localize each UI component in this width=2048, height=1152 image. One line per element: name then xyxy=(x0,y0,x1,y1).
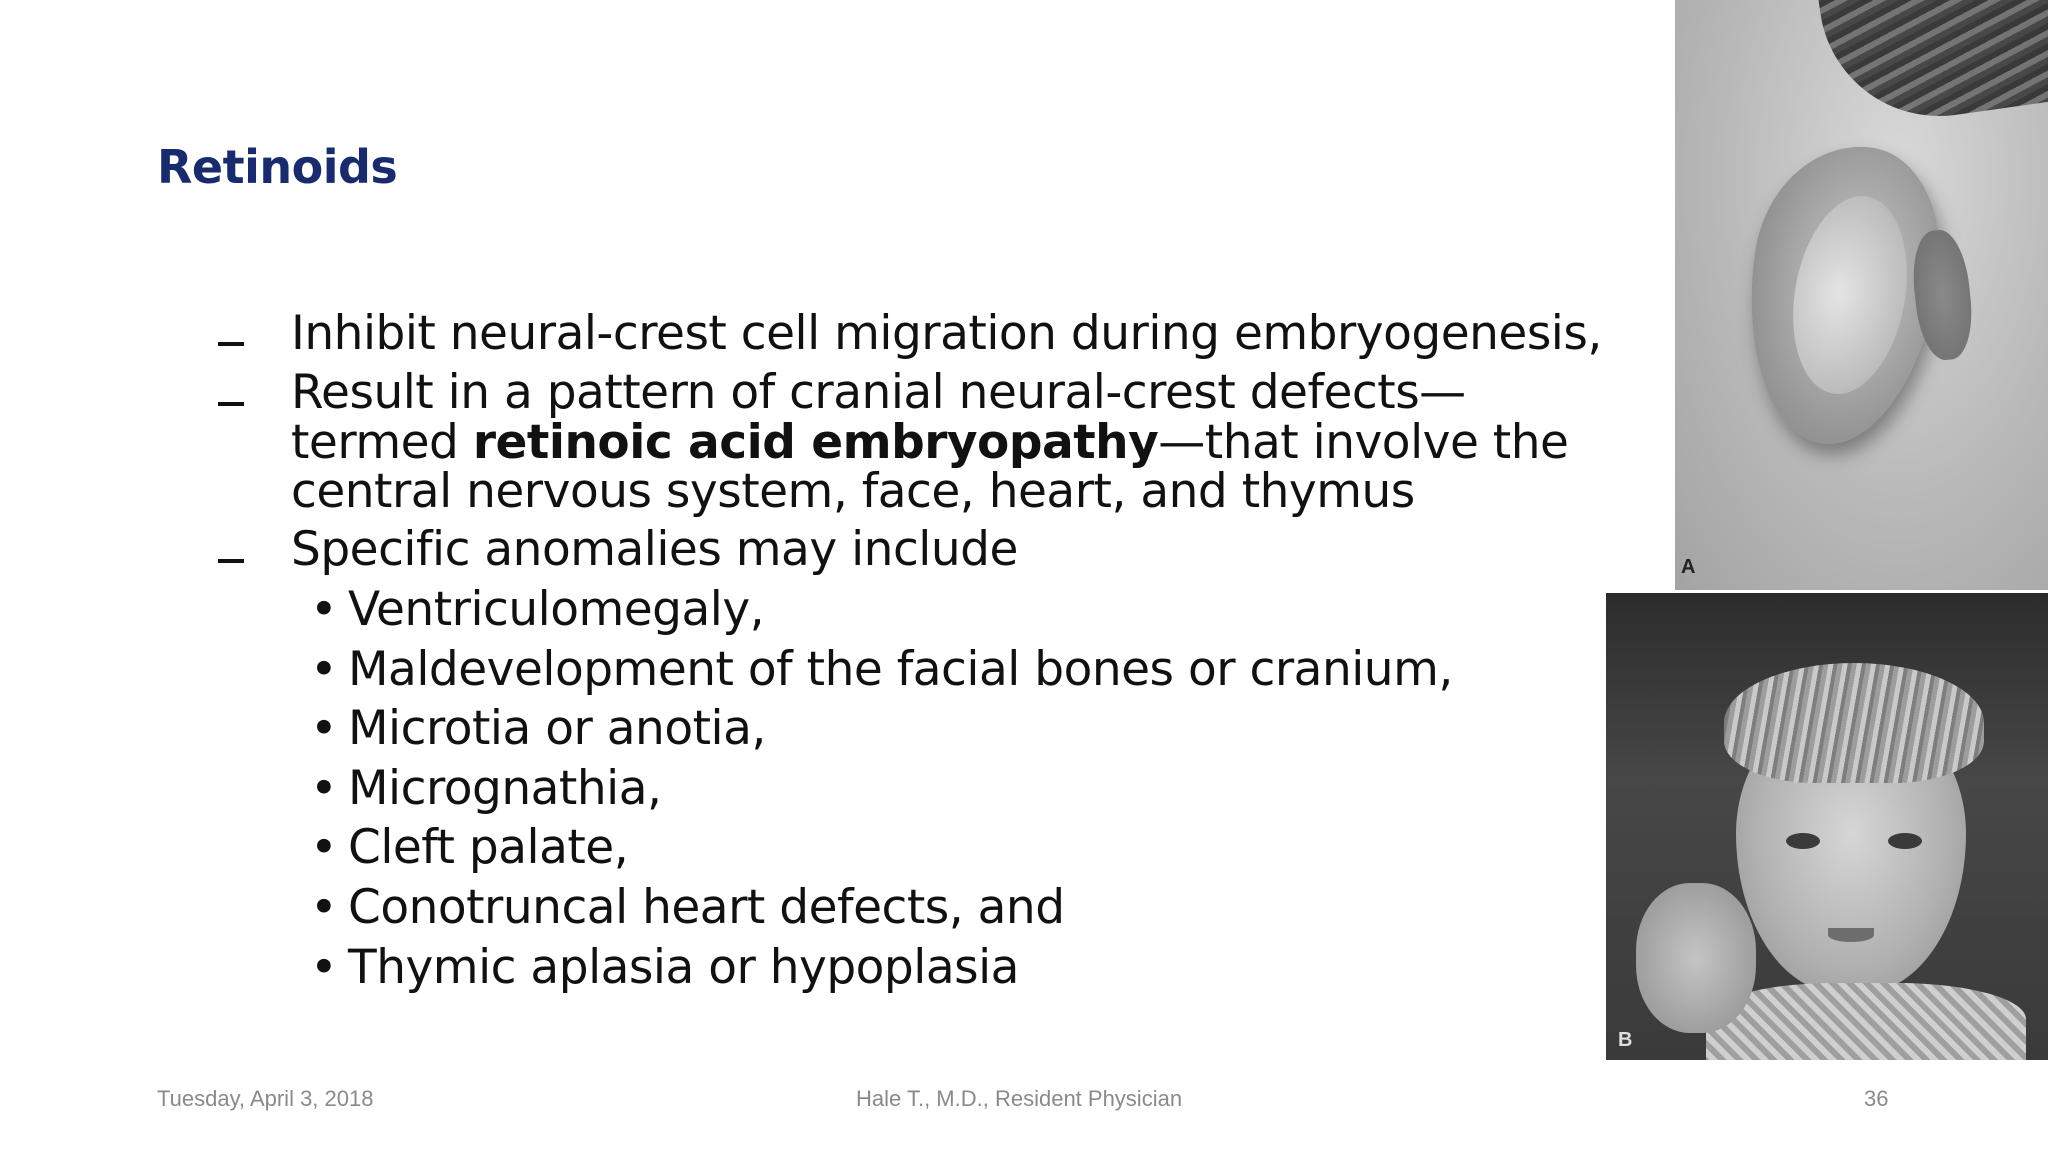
photo-a-label: A xyxy=(1681,556,1696,578)
photo-b-label: B xyxy=(1618,1029,1633,1051)
bullet-dot-icon: • xyxy=(310,761,338,816)
page-number: 36 xyxy=(1864,1086,1889,1111)
ear-photo xyxy=(1675,0,2048,590)
dash-bullet-icon xyxy=(218,559,244,563)
mouth xyxy=(1828,928,1874,942)
sub-bullet-text: Conotruncal heart defects, and xyxy=(348,880,1065,935)
hair-region xyxy=(1724,663,1984,783)
bullet-dot-icon: • xyxy=(310,880,338,935)
sub-bullet-item xyxy=(310,820,628,875)
left-eye xyxy=(1786,833,1820,849)
bullet-2-bold-term: retinoic acid embryopathy xyxy=(472,415,1159,470)
bullet-2-line-1: Result in a pattern of cranial neural-crest defects— xyxy=(291,365,1466,420)
sub-bullet-text: Maldevelopment of the facial bones or cranium, xyxy=(348,642,1453,697)
hair-region xyxy=(1816,0,2048,132)
sub-bullet-text: Cleft palate, xyxy=(348,820,629,875)
footer-author: Hale T., M.D., Resident Physician xyxy=(856,1086,1183,1111)
sub-bullet-item xyxy=(310,701,766,756)
bullet-2-suffix: —that involve the xyxy=(1158,415,1569,470)
slide-title: Retinoids xyxy=(157,140,398,194)
sub-bullet-text: Micrognathia, xyxy=(348,761,662,816)
footer-date: Tuesday, April 3, 2018 xyxy=(157,1086,374,1111)
bullet-dot-icon: • xyxy=(310,642,338,697)
sub-bullet-text: Ventriculomegaly, xyxy=(348,582,765,637)
bullet-1: Inhibit neural-crest cell migration during embryogenesis, xyxy=(291,306,1602,361)
dash-bullet-icon xyxy=(218,342,244,346)
sub-bullet-text: Thymic aplasia or hypoplasia xyxy=(348,940,1019,995)
bullet-2-prefix: termed xyxy=(291,415,473,470)
sub-bullet-item xyxy=(310,761,661,816)
collar xyxy=(1706,983,2026,1060)
sub-bullet-item xyxy=(310,642,1453,697)
child-face-photo xyxy=(1606,593,2048,1060)
sub-bullet-item xyxy=(310,940,1019,995)
sub-bullet-item xyxy=(310,880,1065,935)
bullet-dot-icon: • xyxy=(310,582,338,637)
bullet-dot-icon: • xyxy=(310,820,338,875)
bullet-2-line-2 xyxy=(291,415,1569,470)
bullet-dot-icon: • xyxy=(310,701,338,756)
bullet-2-line-3: central nervous system, face, heart, and thymus xyxy=(291,464,1415,519)
bullet-3: Specific anomalies may include xyxy=(291,522,1018,577)
dash-bullet-icon xyxy=(218,402,244,406)
sub-bullet-item xyxy=(310,582,764,637)
bullet-dot-icon: • xyxy=(310,940,338,995)
sub-bullet-text: Microtia or anotia, xyxy=(348,701,766,756)
right-eye xyxy=(1888,833,1922,849)
hand xyxy=(1636,883,1756,1033)
